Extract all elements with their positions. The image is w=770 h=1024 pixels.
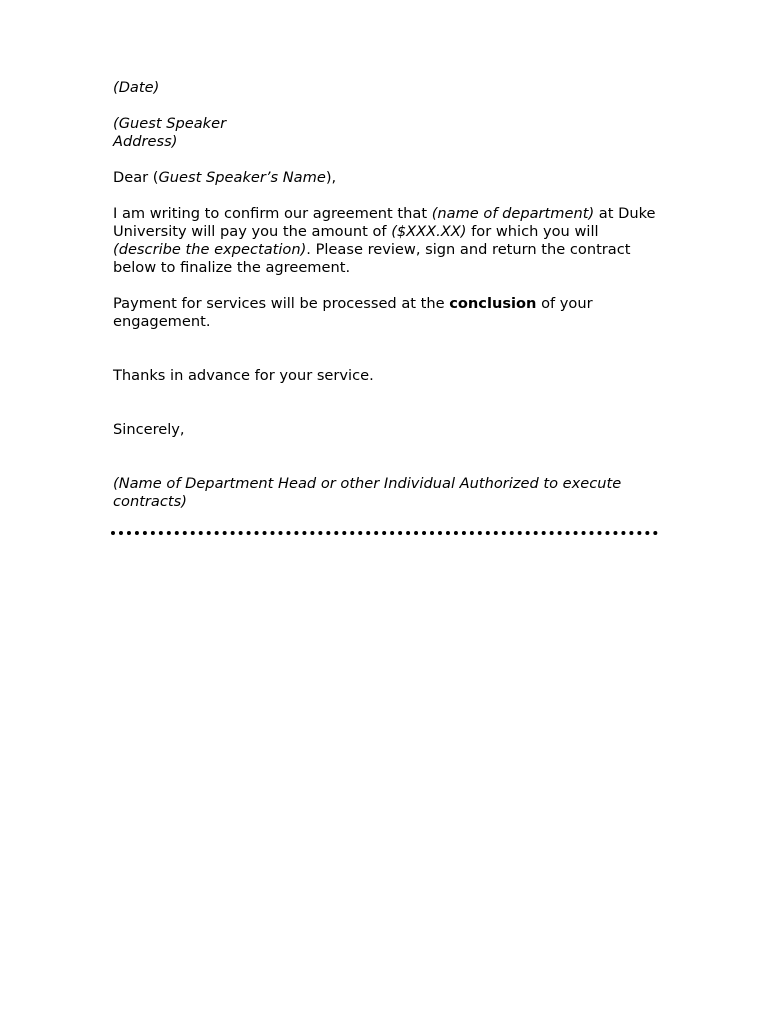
salutation-prefix: Dear ( (113, 169, 159, 186)
payment-text-2: of your engagement. (113, 295, 593, 330)
amount-placeholder: ($XXX.XX) (391, 223, 467, 240)
dotted-divider (111, 531, 658, 535)
salutation-suffix: ), (325, 169, 337, 186)
salutation (113, 169, 658, 187)
address-line-2: Address) (113, 133, 178, 150)
signatory-placeholder (113, 475, 658, 511)
payment-emphasis: conclusion (449, 295, 537, 312)
thanks-paragraph: Thanks in advance for your service. (113, 367, 374, 384)
payment-text-1: Payment for services will be processed at the (113, 295, 450, 312)
department-placeholder: (name of department) (431, 205, 595, 222)
agreement-text-1: I am writing to confirm our agreement that (113, 205, 432, 222)
payment-paragraph (113, 295, 658, 331)
agreement-text-3: for which you will (466, 223, 599, 240)
expectation-placeholder: (describe the expectation) (113, 241, 307, 258)
address-line-1: (Guest Speaker (113, 115, 227, 132)
agreement-text-4: . Please review, sign and return the contract below to finalize the agreement. (113, 241, 631, 276)
date-text: (Date) (113, 79, 160, 96)
letter-body (113, 79, 658, 511)
signatory-text: (Name of Department Head or other Individual Authorized to execute contracts) (113, 475, 622, 510)
date-placeholder (113, 79, 658, 97)
agreement-text-2: at Duke University will pay you the amount of (113, 205, 656, 240)
agreement-paragraph (113, 205, 658, 277)
address-block (113, 115, 658, 151)
closing-line: Sincerely, (113, 421, 185, 438)
salutation-name: Guest Speaker’s Name (158, 169, 326, 186)
